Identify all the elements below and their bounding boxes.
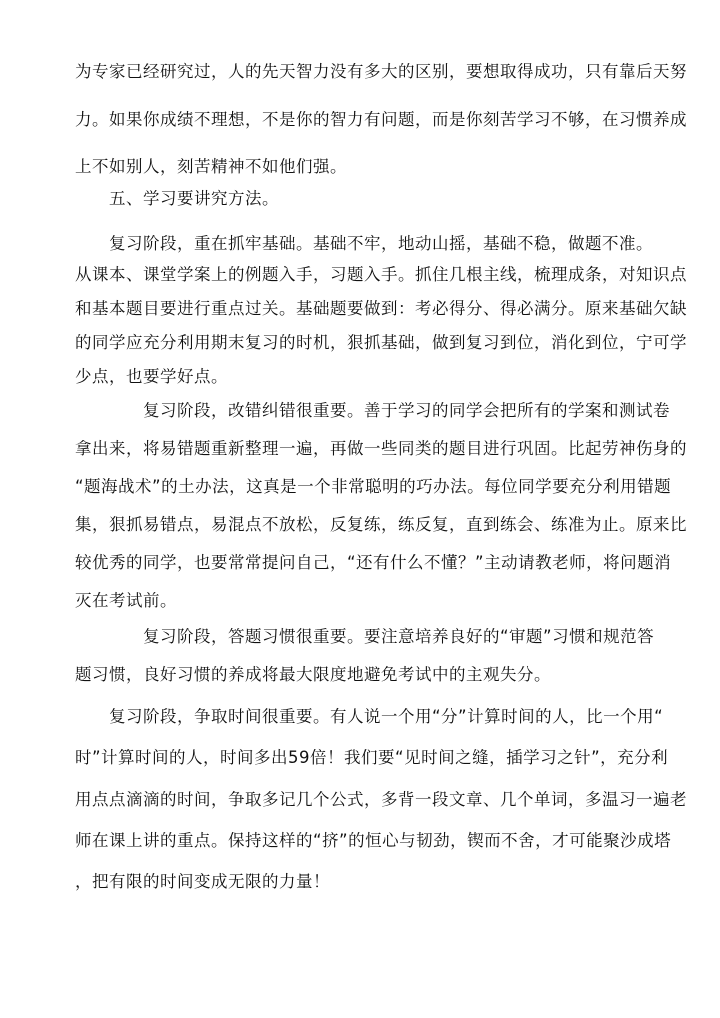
text-line-2: 力。如果你成绩不理想，不是你的智力有问题，而是你刻苦学习不够，在习惯养成 (75, 110, 687, 129)
text-line-14: 较优秀的同学，也要常常提问自己，“还有什么不懂？”主动请教老师，将问题消 (75, 553, 672, 572)
text-line-12: “题海战术”的土办法，这真是一个非常聪明的巧办法。每位同学要充分利用错题 (75, 477, 672, 496)
text-line-9: 少点，也要学好点。 (75, 367, 228, 386)
text-line-17: 题习惯，良好习惯的养成将最大限度地避免考试中的主观失分。 (75, 665, 551, 684)
text-line-10: 复习阶段，改错纠错很重要。善于学习的同学会把所有的学案和测试卷 (143, 401, 670, 420)
text-line-8: 的同学应充分利用期末复习的时机，狠抓基础，做到复习到位，消化到位，宁可学 (75, 333, 687, 352)
text-line-22: ，把有限的时间变成无限的力量！ (75, 872, 330, 891)
text-line-5: 复习阶段，重在抓牢基础。基础不牢，地动山摇，基础不稳，做题不准。 (109, 234, 653, 253)
text-line-11: 拿出来，将易错题重新整理一遍，再做一些同类的题目进行巩固。比起劳神伤身的 (75, 439, 687, 458)
text-line-21: 师在课上讲的重点。保持这样的“挤”的恒心与韧劲，锲而不舍，才可能聚沙成塔 (75, 831, 672, 850)
text-line-15: 灭在考试前。 (75, 591, 177, 610)
text-line-13: 集，狠抓易错点，易混点不放松，反复练，练反复，直到练会、练准为止。原来比 (75, 515, 687, 534)
text-line-18: 复习阶段，争取时间很重要。有人说一个用“分”计算时间的人，比一个用“ (109, 707, 664, 726)
section-heading: 五、学习要讲究方法。 (109, 189, 279, 208)
text-line-16: 复习阶段，答题习惯很重要。要注意培养良好的“审题”习惯和规范答 (143, 627, 655, 646)
text-line-19: 时”计算时间的人，时间多出59倍！我们要“见时间之缝，插学习之针”，充分利 (75, 748, 669, 767)
text-line-6: 从课本、课堂学案上的例题入手，习题入手。抓住几根主线，梳理成条，对知识点 (75, 265, 687, 284)
text-line-7: 和基本题目要进行重点过关。基础题要做到：考必得分、得必满分。原来基础欠缺 (75, 299, 687, 318)
text-line-3: 上不如别人，刻苦精神不如他们强。 (75, 157, 347, 176)
text-line-20: 用点点滴滴的时间，争取多记几个公式，多背一段文章、几个单词，多温习一遍老 (75, 790, 687, 809)
text-line-1: 为专家已经研究过，人的先天智力没有多大的区别，要想取得成功，只有靠后天努 (75, 62, 687, 81)
